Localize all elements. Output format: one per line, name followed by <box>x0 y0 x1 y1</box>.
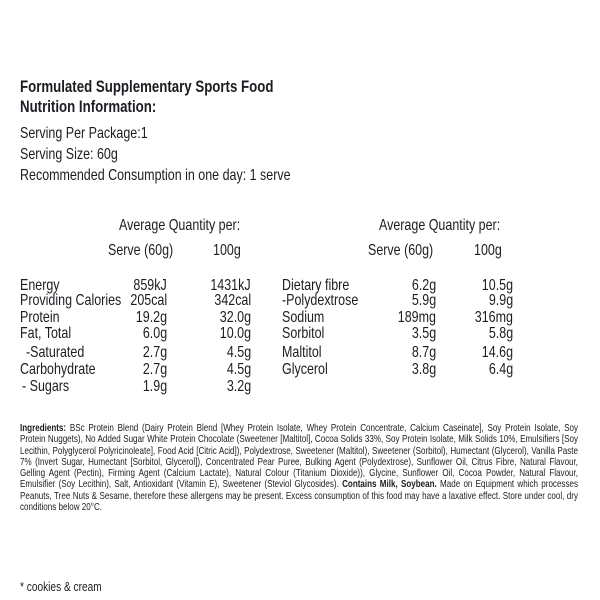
row-serve-value: 2.7g <box>142 361 167 378</box>
right-table-heading: Average Quantity per: <box>379 217 501 234</box>
row-label: Sorbitol <box>282 325 325 342</box>
row-label: Carbohydrate <box>20 361 96 378</box>
row-serve-value: 3.8g <box>411 361 436 378</box>
row-label: Providing Calories <box>20 292 122 309</box>
ingredients-paragraph <box>20 423 578 513</box>
serving-size: Serving Size: 60g <box>20 146 118 163</box>
left-table-col-100g: 100g <box>213 242 241 259</box>
serving-per-package: Serving Per Package:1 <box>20 125 148 142</box>
footnote: * cookies & cream <box>20 579 102 594</box>
recommended-consumption: Recommended Consumption in one day: 1 serve <box>20 167 291 184</box>
row-label: Glycerol <box>282 361 328 378</box>
row-serve-value: 1.9g <box>142 378 167 395</box>
title-line-1: Formulated Supplementary Sports Food <box>20 77 274 96</box>
row-serve-value: 6.2g <box>411 277 436 294</box>
row-label: Energy <box>20 277 60 294</box>
row-serve-value: 19.2g <box>135 309 167 326</box>
allergen-statement: Contains Milk, Soybean. <box>342 479 437 491</box>
row-label: -Polydextrose <box>282 292 359 309</box>
left-table-col-serve: Serve (60g) <box>108 242 174 259</box>
row-label: Protein <box>20 309 60 326</box>
row-100g-value: 6.4g <box>488 361 513 378</box>
title-line-2: Nutrition Information: <box>20 97 157 116</box>
row-100g-value: 14.6g <box>481 344 513 361</box>
row-serve-value: 2.7g <box>142 344 167 361</box>
row-100g-value: 3.2g <box>226 378 251 395</box>
left-table-heading: Average Quantity per: <box>119 217 241 234</box>
row-serve-value: 3.5g <box>411 325 436 342</box>
row-serve-value: 8.7g <box>411 344 436 361</box>
ingredients-label: Ingredients: <box>20 423 67 434</box>
row-100g-value: 4.5g <box>226 361 251 378</box>
row-serve-value: 859kJ <box>133 277 167 294</box>
right-table-col-serve: Serve (60g) <box>368 242 434 259</box>
row-label: - Sugars <box>22 378 70 395</box>
row-label: Dietary fibre <box>282 277 350 294</box>
row-serve-value: 6.0g <box>142 325 167 342</box>
row-label: -Saturated <box>26 344 85 361</box>
row-label: Sodium <box>282 309 325 326</box>
row-100g-value: 10.0g <box>219 325 251 342</box>
row-label: Fat, Total <box>20 325 72 342</box>
row-100g-value: 4.5g <box>226 344 251 361</box>
row-100g-value: 10.5g <box>481 277 513 294</box>
row-100g-value: 9.9g <box>488 292 513 309</box>
row-100g-value: 32.0g <box>219 309 251 326</box>
row-label: Maltitol <box>282 344 322 361</box>
row-100g-value: 342cal <box>214 292 251 309</box>
row-100g-value: 316mg <box>474 309 513 326</box>
right-table-col-100g: 100g <box>474 242 502 259</box>
row-serve-value: 5.9g <box>411 292 436 309</box>
row-serve-value: 205cal <box>130 292 167 309</box>
ingredients-text: BSc Protein Blend (Dairy Protein Blend [Whey Protein Isolate, Whey Protein Concentrate, Calcium Caseinate], Soy Protein Isolate, Soy Protein Nuggets), No Added Sugar White Protein Chocolate (Sweetener [Maltitol], Cocoa Solids 33%, Soy Protein Isolate, Milk Solids 10%, Emulsifiers [Soy Lecithin, Polyglycerol Polyricinoleate], Food Acid [Citric Acid]), Polydextrose, Sweetener (Maltitol), Sweetener (Sorbitol), Humectant (Glycerol), Vanilla Paste 7% (Invert Sugar, Humectant [Sorbitol, Glycerol]), Concentrated Pear Puree, Bulking Agent (Polydextrose), Sunflower Oil, Citrus Fibre, Natural Flavour, Gelling Agent (Pectin), Firming Agent (Calcium Lactate), Natural Colour (Titanium Dioxide)), Glycine, Sunflower Oil, Cocoa Powder, Natural Flavour, Emulsifier (Soy Lecithin), Salt, Antioxidant (Vitamin E), Sweetener (Steviol Glycosides). <box>20 423 578 491</box>
row-serve-value: 189mg <box>397 309 436 326</box>
row-100g-value: 1431kJ <box>210 277 251 294</box>
row-100g-value: 5.8g <box>488 325 513 342</box>
ingredients-tail: Made on Equipment which processes Peanuts, Tree Nuts & Sesame, therefore these allergens may be present. Excess consumption of this food may have a laxative effect. Store under cool, dry conditions below 20°C. <box>20 479 578 514</box>
